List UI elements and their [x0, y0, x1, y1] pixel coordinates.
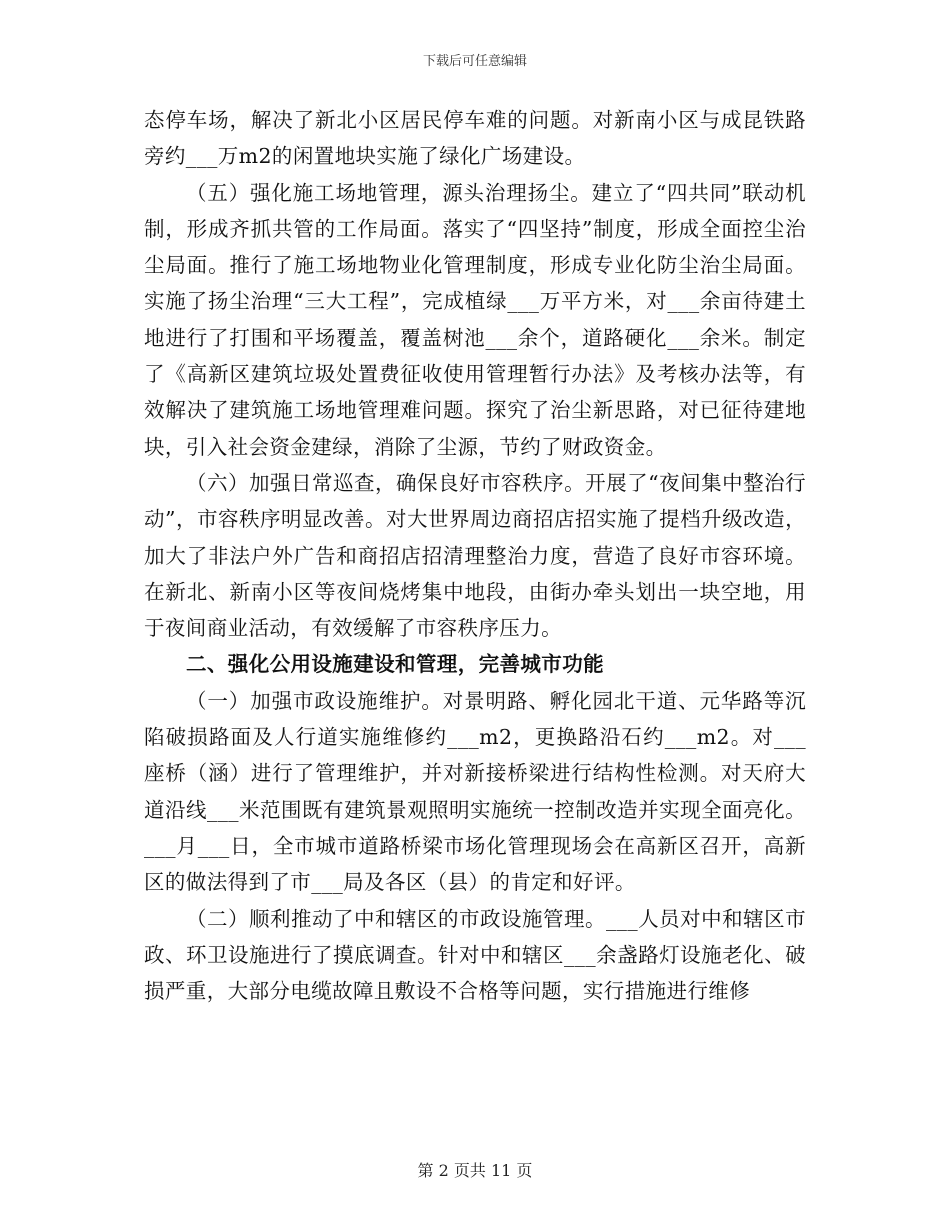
page-header: 下载后可任意编辑	[422, 54, 527, 69]
document-body	[144, 102, 806, 1009]
paragraph-municipal-maintenance: （一）加强市政设施维护。对景明路、孵化园北干道、元华路等沉陷破损路面及人行道实施维修约___m2，更换路沿石约___m2。对___座桥（涵）进行了管理维护，并对新接桥梁进行结构性检测。对天府大道沿线___米范围既有建筑景观照明实施统一控制改造并实现全面亮化。___月___日，全市城市道路桥梁市场化管理现场会在高新区召开，高新区的做法得到了市___局及各区（县）的肯定和好评。	[144, 688, 806, 895]
section-heading-public-facilities: 二、强化公用设施建设和管理，完善城市功能	[186, 652, 604, 677]
paragraph-parking-greening: 态停车场，解决了新北小区居民停车难的问题。对新南小区与成昆铁路旁约___万m2的闲置地块实施了绿化广场建设。	[144, 108, 806, 169]
paragraph-dust-control: （五）强化施工场地管理，源头治理扬尘。建立了“四共同”联动机制，形成齐抓共管的工作局面。落实了“四坚持”制度，形成全面控尘治尘局面。推行了施工场地物业化管理制度，形成专业化防尘治尘局面。实施了扬尘治理“三大工程”，完成植绿___万平方米，对___余亩待建土地进行了打围和平场覆盖，覆盖树池___余个，道路硬化___余米。制定了《高新区建筑垃圾处置费征收使用管理暂行办法》及考核办法等，有效解决了建筑施工场地管理难问题。探究了治尘新思路，对已征待建地块，引入社会资金建绿，消除了尘源，节约了财政资金。	[144, 180, 806, 459]
page-footer: 第 2 页共 11 页	[417, 1161, 533, 1180]
paragraph-zhonghe-management: （二）顺利推动了中和辖区的市政设施管理。___人员对中和辖区市政、环卫设施进行了摸底调查。针对中和辖区___余盏路灯设施老化、破损严重，大部分电缆故障且敷设不合格等问题，实行措施进行维修	[144, 906, 806, 1004]
paragraph-city-order: （六）加强日常巡查，确保良好市容秩序。开展了“夜间集中整治行动”，市容秩序明显改善。对大世界周边商招店招实施了提档升级改造，加大了非法户外广告和商招店招清理整治力度，营造了良好市容环境。在新北、新南小区等夜间烧烤集中地段，由街办牵头划出一块空地，用于夜间商业活动，有效缓解了市容秩序压力。	[144, 470, 806, 641]
